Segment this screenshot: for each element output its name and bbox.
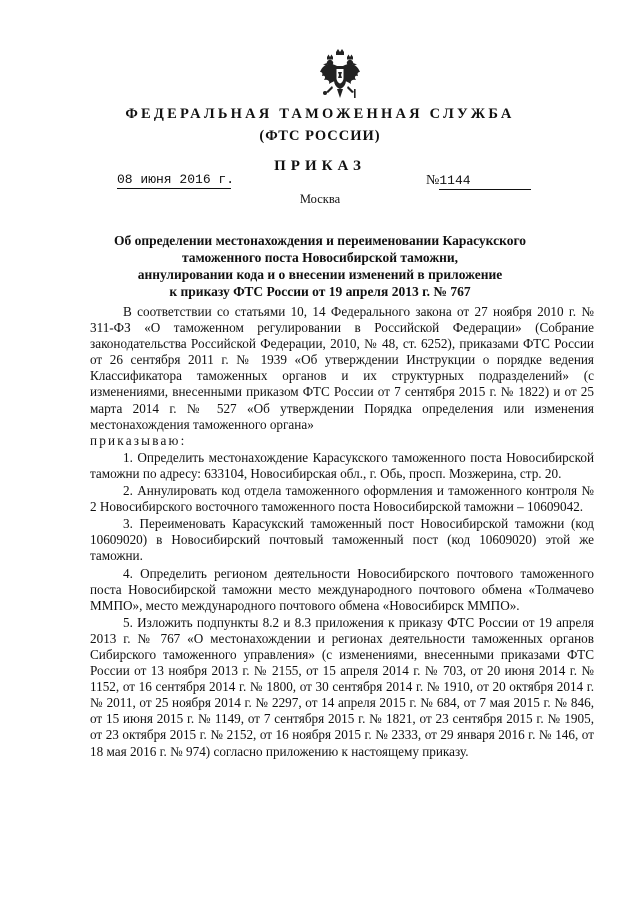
double-headed-eagle-icon: [318, 48, 362, 102]
title-line: к приказу ФТС России от 19 апреля 2013 г. № 767: [169, 284, 471, 299]
order-item: 3. Переименовать Карасукский таможенный пост Новосибирской таможни (код 10609020) в Новосибирский почтовый таможенный пост (код 10609020) этой же таможни.: [90, 516, 594, 564]
order-item: 4. Определить регионом деятельности Новосибирского почтового таможенного поста Новосибирской таможни место международного почтового обмена «Толмачево ММПО», место международного почтового обмена «Новосибирск ММПО».: [90, 565, 594, 613]
order-item: 5. Изложить подпункты 8.2 и 8.3 приложения к приказу ФТС России от 19 апреля 2013 г. № 767 «О местонахождении и регионах деятельности таможенных органов Сибирского таможенного управления» (с изменениями, внесенными приказами ФТС России от 13 ноября 2013 г. № 2155, от 15 апреля 2014 г. № 703, от 20 июня 2014 г. № 1152, от 16 сентября 2014 г. № 1800, от 30 сентября 2014 г. № 1910, от 20 октября 2014 г. № 2011, от 25 ноября 2014 г. № 2297, от 14 апреля 2015 г. № 684, от 7 мая 2015 г. № 846, от 15 июня 2015 г. № 1149, от 7 сентября 2015 г. № 1821, от 23 сентября 2015 г. № 1905, от 23 октября 2015 г. № 2152, от 16 ноября 2015 г. № 2333, от 29 января 2016 г. № 146, от 18 мая 2016 г. № 974) согласно приложению к настоящему приказу.: [90, 614, 594, 759]
agency-name: ФЕДЕРАЛЬНАЯ ТАМОЖЕННАЯ СЛУЖБА: [125, 106, 515, 122]
title-line: таможенного поста Новосибирской таможни,: [181, 250, 459, 265]
document-number: 1144: [439, 173, 531, 190]
title-line: аннулировании кода и о внесении изменений в приложение: [137, 267, 503, 282]
document-body: [90, 304, 594, 760]
agency-short-name: (ФТС РОССИИ): [259, 128, 381, 144]
document-date: 08 июня 2016 г.: [117, 172, 235, 187]
order-word: приказываю:: [90, 432, 187, 448]
document-number-field: [426, 171, 531, 190]
document-title: [100, 232, 540, 300]
number-sign: №: [426, 173, 440, 188]
order-item: 2. Аннулировать код отдела таможенного оформления и таможенного контроля № 2 Новосибирского восточного таможенного поста Новосибирской таможни – 10609042.: [90, 483, 594, 515]
document-city: Москва: [299, 192, 341, 206]
title-line: Об определении местонахождения и переименовании Карасукского: [114, 233, 526, 248]
preamble-paragraph: [90, 304, 594, 449]
preamble-text: В соответствии со статьями 10, 14 Федерального закона от 27 ноября 2010 г. № 311-ФЗ «О таможенном регулировании в Российской Федерации» (Собрание законодательства Российской Федерации, 2010, № 48, ст. 6252), приказами ФТС России от 26 сентября 2011 г. № 1939 «Об утверждении Инструкции о порядке ведения Классификатора таможенных органов и их структурных подразделений» (с изменениями, внесенными приказом ФТС России от 7 сентября 2015 г. № 1822) и от 25 марта 2014 г. № 527 «Об утверждении Порядка определения или изменения местонахождения таможенного органа»: [90, 304, 594, 432]
document-type: ПРИКАЗ: [274, 158, 366, 174]
order-item: 1. Определить местонахождение Карасукского таможенного поста Новосибирской таможни по адресу: 633104, Новосибирская обл., г. Обь, просп. Мозжерина, стр. 20.: [90, 449, 594, 481]
